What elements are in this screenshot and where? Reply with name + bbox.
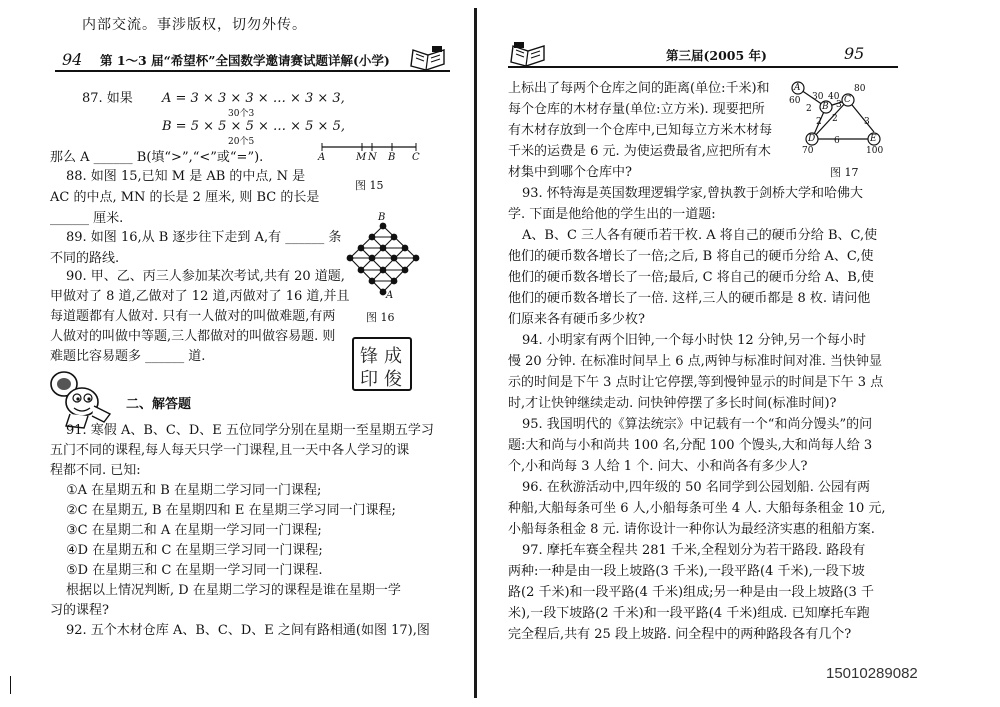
q96-line3: 小船每条租金 8 元. 请你设计一种你认为最经济实惠的租船方案.: [508, 522, 875, 537]
q88-line2: AC 的中点, MN 的长是 2 厘米, 则 BC 的长是: [50, 190, 320, 205]
q97-line2: 两种:一种是由一段上坡路(3 千米),一段平路(4 千米),一段下坡: [508, 564, 865, 579]
q92-cont-line5: 材集中到哪个仓库中?: [508, 165, 632, 180]
seal-char-3: 印: [360, 369, 378, 390]
fig15-label-n: N: [368, 152, 377, 163]
q87-brace-b: 20个5: [228, 137, 255, 147]
fig15-label-a: A: [318, 152, 326, 163]
seal-stamp: [352, 337, 412, 391]
q93-line7: 们原来各有硬币多少枚?: [508, 312, 645, 327]
fig17-edge-ab: 2: [806, 104, 812, 114]
q89-line2: 不同的路线.: [50, 251, 120, 266]
q87-eq-a: A = 3 × 3 × 3 × … × 3 × 3,: [162, 91, 345, 106]
q96-line2: 种船,大船每条可坐 6 人,小船每条可坐 4 人. 大船每条租金 10 元,: [508, 501, 886, 516]
q94-line1: 94. 小明家有两个旧钟,一个每小时快 12 分钟,另一个每小时: [522, 333, 866, 348]
q90-line4: 人做对的叫做中等题,三人都做对的叫做容易题. 则: [50, 329, 336, 344]
q94-line3: 示的时间是下午 3 点时让它停摆,等到慢钟显示的时间是下午 3 点: [508, 375, 884, 390]
q94-line2: 慢 20 分钟. 在标准时间早上 6 点,两钟与标准时间对准. 当快钟显: [508, 354, 883, 369]
fig17-edge-cd: 2: [832, 114, 838, 124]
fig17-node-a: A: [794, 83, 801, 93]
page-number-right: 95: [844, 44, 865, 63]
q95-line2: 题:大和尚与小和尚共 100 名,分配 100 个馒头,大和尚每人给 3: [508, 438, 873, 453]
fig15-label-m: M: [356, 152, 367, 163]
fig17-node-c: C: [844, 95, 851, 105]
q91-line8: ⑤D 在星期三和 C 在星期一学习同一门课程.: [66, 563, 323, 578]
q91-line5: ②C 在星期五, B 在星期四和 E 在星期三学习同一门课程;: [66, 503, 396, 518]
book-logo-icon-right: [508, 40, 548, 68]
q92-cont-line2: 每个仓库的木材存量(单位:立方米). 现要把所: [508, 102, 765, 117]
book-spine: [474, 8, 477, 698]
fig17-edge-ce: 3: [864, 117, 870, 127]
q91-line4: ①A 在星期五和 B 在星期二学习同一门课程;: [66, 483, 322, 498]
q91-line2: 五门不同的课程,每人每天只学一门课程,且一天中各人学习的课: [50, 443, 410, 458]
q96-line1: 96. 在秋游活动中,四年级的 50 名同学到公园划船. 公园有两: [522, 480, 871, 495]
fig15-label-b: B: [388, 152, 396, 163]
fig16-caption: 图 16: [366, 311, 395, 324]
q90-line3: 每道题都有人做对. 只有一人做对的叫做难题,有两: [50, 309, 336, 324]
fig17-caption: 图 17: [830, 166, 859, 179]
footer-number: 15010289082: [826, 665, 918, 682]
cartoon-mouse-icon: [44, 368, 116, 430]
q88-line3: ______ 厘米.: [50, 211, 124, 226]
q93-line2: 学. 下面是他给他的学生出的一道题:: [508, 207, 716, 222]
q97-line5: 完全程后,共有 25 段上坡路. 问全程中的两种路段各有几个?: [508, 627, 852, 642]
left-edge-mark: [10, 676, 11, 694]
seal-char-2: 成: [384, 346, 402, 367]
q93-line1: 93. 怀特海是英国数理逻辑学家,曾执教于剑桥大学和哈佛大: [522, 186, 863, 201]
q87-eq-b: B = 5 × 5 × 5 × … × 5 × 5,: [162, 119, 345, 134]
left-page: [0, 0, 470, 707]
fig15-label-c: C: [412, 152, 420, 163]
fig16-label-a: A: [386, 290, 394, 301]
q95-line3: 个,小和尚每 3 人给 1 个. 问大、小和尚各有多少人?: [508, 459, 808, 474]
fig17-node-e: E: [870, 134, 877, 144]
fig17-stock-c: 80: [854, 84, 866, 94]
q93-line6: 他们的硬币数各增长了一倍. 这样,三人的硬币都是 8 枚. 请问他: [508, 291, 871, 306]
q91-line7: ④D 在星期五和 C 在星期三学习同一门课程;: [66, 543, 323, 558]
fig17-stock-b: 30: [812, 92, 824, 102]
figure-16-lattice: [346, 218, 420, 300]
q90-line5: 难题比容易题多 ______ 道.: [50, 349, 206, 364]
seal-char-4: 俊: [384, 369, 402, 390]
q92-cont-line4: 千米的运费是 6 元. 为使运费最省,应把所有木: [508, 144, 771, 159]
fig17-stock-d: 70: [802, 146, 814, 156]
copyright-notice: 内部交流。事涉版权，切勿外传。: [82, 17, 307, 33]
q91-line6: ③C 在星期二和 A 在星期一学习同一门课程;: [66, 523, 322, 538]
q93-line5: 他们的硬币数各增长了一倍;最后, C 将自己的硬币分给 A、B,使: [508, 270, 874, 285]
book-logo-icon: [408, 44, 448, 72]
q95-line1: 95. 我国明代的《算法统宗》中记载有一个“和尚分馒头”的问: [522, 417, 873, 432]
q97-line4: 米),一段下坡路(2 千米)和一段平路(4 千米)组成. 已知摩托车跑: [508, 606, 870, 621]
q91-line3: 程都不同. 已知:: [50, 463, 141, 478]
q97-line1: 97. 摩托车赛全程共 281 千米,全程划分为若干路段. 路段有: [522, 543, 866, 558]
q87-line3: 那么 A ______ B(填“>”,“<”或“=”).: [50, 150, 264, 165]
fig17-node-b: B: [822, 102, 829, 112]
q93-line4: 他们的硬币数各增长了一倍;之后, B 将自己的硬币分给 A、C,使: [508, 249, 874, 264]
right-page: [480, 0, 1000, 707]
fig17-edge-de: 6: [834, 136, 840, 146]
page-number: 94: [62, 50, 83, 69]
q91-line9: 根据以上情况判断, D 在星期二学习的课程是谁在星期一学: [66, 583, 401, 598]
q87-label: 87. 如果: [82, 91, 133, 106]
q91-line10: 习的课程?: [50, 603, 109, 618]
q93-line3: A、B、C 三人各有硬币若干枚. A 将自己的硬币分给 B、C,使: [522, 228, 878, 243]
q88-line1: 88. 如图 15,已知 M 是 AB 的中点, N 是: [66, 169, 306, 184]
header-rule-right: [508, 66, 898, 68]
q89-line1: 89. 如图 16,从 B 逐步往下走到 A,有 ______ 条: [66, 230, 342, 245]
q87-brace-a: 30个3: [228, 109, 255, 119]
fig17-edge-bc-dist: 40: [828, 92, 840, 102]
fig16-label-b: B: [378, 212, 386, 223]
q92-cont-line3: 有木材存放到一个仓库中,已知每立方米木材每: [508, 123, 773, 138]
fig17-stock-e: 100: [866, 146, 884, 156]
q90-line1: 90. 甲、乙、丙三人参加某次考试,共有 20 道题,: [66, 269, 345, 284]
fig15-caption: 图 15: [355, 179, 384, 192]
fig17-node-d: D: [808, 134, 816, 144]
seal-char-1: 锋: [360, 346, 378, 367]
q92-line1: 92. 五个木材仓库 A、B、C、D、E 之间有路相通(如图 17),图: [66, 623, 430, 638]
q90-line2: 甲做对了 8 道,乙做对了 12 道,丙做对了 16 道,并且: [50, 289, 350, 304]
q91-line1: 91. 寒假 A、B、C、D、E 五位同学分别在星期一至星期五学习: [66, 423, 434, 438]
q92-cont-line1: 上标出了每两个仓库之间的距离(单位:千米)和: [508, 81, 770, 96]
fig17-stock-a: 60: [789, 96, 801, 106]
header-rule: [55, 70, 450, 72]
fig17-edge-bd: 2: [816, 117, 822, 127]
running-header: 第 1～3 届“希望杯”全国数学邀请赛试题详解(小学): [100, 53, 390, 68]
q97-line3: 路(2 千米)和一段平路(4 千米)组成;另一种是由一段上坡路(3 千: [508, 585, 874, 600]
q94-line4: 时,才让快钟继续走动. 问快钟停摆了多长时间(标准时间)?: [508, 396, 837, 411]
fig17-edge-bc: 3: [836, 100, 842, 110]
running-header-right: 第三届(2005 年): [666, 48, 767, 63]
section-title: 二、解答题: [126, 397, 192, 412]
